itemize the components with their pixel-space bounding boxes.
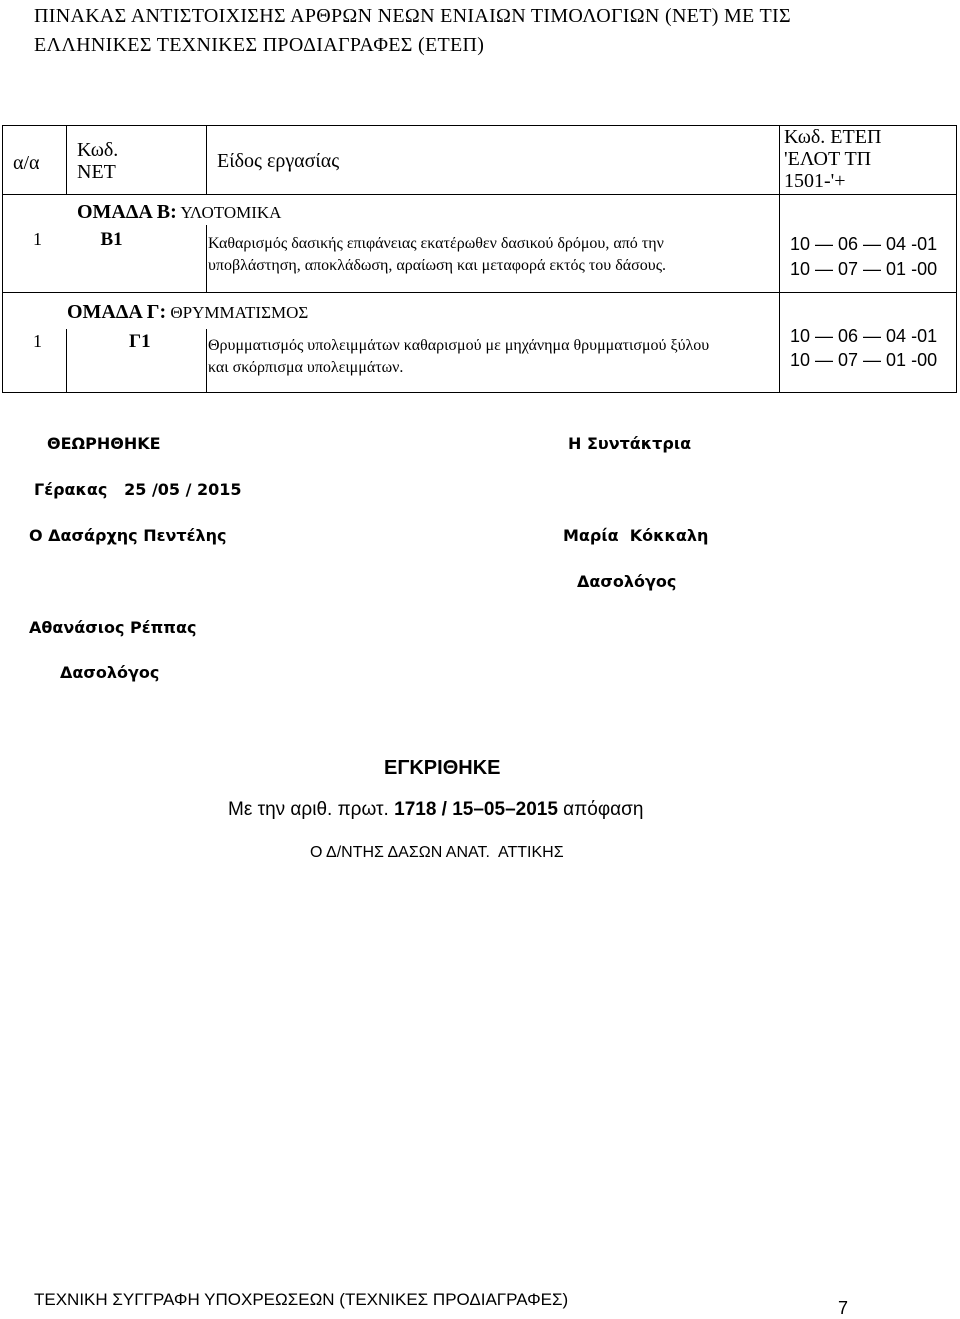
row-description: Θρυμματισμός υπολειμμάτων καθαρισμού με μηχάνημα θρυμματισμού ξύλου και σκόρπισμα υπολειμμάτων. bbox=[207, 329, 780, 393]
header-code-net: Κωδ. ΝΕΤ bbox=[67, 126, 207, 195]
reviewer-role: Δασολόγος bbox=[60, 663, 160, 682]
footer-text: ΤΕΧΝΙΚΗ ΣΥΓΓΡΑΦΗ ΥΠΟΧΡΕΩΣΕΩΝ (ΤΕΧΝΙΚΕΣ ΠΡΟΔΙΑΓΡΑΦΕΣ) bbox=[34, 1290, 569, 1309]
correspondence-table bbox=[2, 125, 957, 393]
author-role: Δασολόγος bbox=[577, 572, 677, 591]
header-aa: α/α bbox=[3, 126, 67, 195]
header-code-etep: Κωδ. ΕΤΕΠ 'ΕΛΟΤ ΤΠ 1501-'+ bbox=[780, 126, 957, 195]
decision-suffix: απόφαση bbox=[557, 799, 644, 820]
group-label-cell bbox=[3, 195, 780, 225]
group-row-c bbox=[3, 293, 957, 329]
decision-line bbox=[228, 799, 643, 821]
row-aa: 1 bbox=[3, 329, 67, 393]
group-label-rest: ΘΡΥΜΜΑΤΙΣΜΟΣ bbox=[166, 303, 309, 322]
document-title-line-1: ΠΙΝΑΚΑΣ ΑΝΤΙΣΤΟΙΧΙΣΗΣ ΑΡΘΡΩΝ ΝΕΩΝ ΕΝΙΑΙΩΝ ΤΙΜΟΛΟΓΙΩΝ (ΝΕΤ) ΜΕ ΤΙΣ bbox=[34, 5, 791, 27]
approved-label: ΕΓΚΡΙΘΗΚΕ bbox=[384, 757, 501, 779]
group-label-bold: ΟΜΑΔΑ Β: bbox=[77, 201, 177, 223]
group-row-b bbox=[3, 195, 957, 225]
author-title: Η Συντάκτρια bbox=[568, 434, 692, 453]
forester-chief: Ο Δασάρχης Πεντέλης bbox=[29, 526, 227, 545]
document-title-line-2: ΕΛΛΗΝΙΚΕΣ ΤΕΧΝΙΚΕΣ ΠΡΟΔΙΑΓΡΑΦΕΣ (ΕΤΕΠ) bbox=[34, 34, 485, 56]
row-description: Καθαρισμός δασικής επιφάνειας εκατέρωθεν δασικού δρόμου, από την υποβλάστηση, αποκλάδωση, αραίωση και μεταφορά εκτός του δάσους. bbox=[207, 225, 780, 293]
header-work-type: Είδος εργασίας bbox=[207, 126, 780, 195]
page-number: 7 bbox=[838, 1298, 849, 1318]
table-header-row bbox=[3, 126, 957, 195]
group-label-bold: ΟΜΑΔΑ Γ: bbox=[67, 301, 167, 323]
document-title bbox=[34, 2, 934, 60]
row-aa: 1 bbox=[3, 225, 67, 293]
decision-number: 1718 / 15–05–2015 bbox=[394, 799, 558, 820]
etep-code-cell: 10 — 06 — 04 -01 10 — 07 — 01 -00 bbox=[780, 195, 957, 293]
reviewer-name: Αθανάσιος Ρέππας bbox=[29, 618, 197, 637]
group-label-cell bbox=[3, 293, 780, 329]
author-name: Μαρία Κόκκαλη bbox=[563, 526, 709, 545]
etep-code-cell: 10 — 06 — 04 -01 10 — 07 — 01 -00 bbox=[780, 293, 957, 393]
place-date: Γέρακας 25 /05 / 2015 bbox=[34, 480, 242, 499]
reviewed-label: ΘΕΩΡΗΘΗΚΕ bbox=[47, 434, 161, 453]
decision-prefix: Με την αριθ. πρωτ. bbox=[228, 799, 395, 820]
row-code: Β1 bbox=[67, 225, 207, 293]
row-code: Γ1 bbox=[67, 329, 207, 393]
group-label-rest: ΥΛΟΤΟΜΙΚΑ bbox=[176, 203, 282, 222]
director-label: Ο Δ/ΝΤΗΣ ΔΑΣΩΝ ΑΝΑΤ. ΑΤΤΙΚΗΣ bbox=[310, 844, 564, 861]
